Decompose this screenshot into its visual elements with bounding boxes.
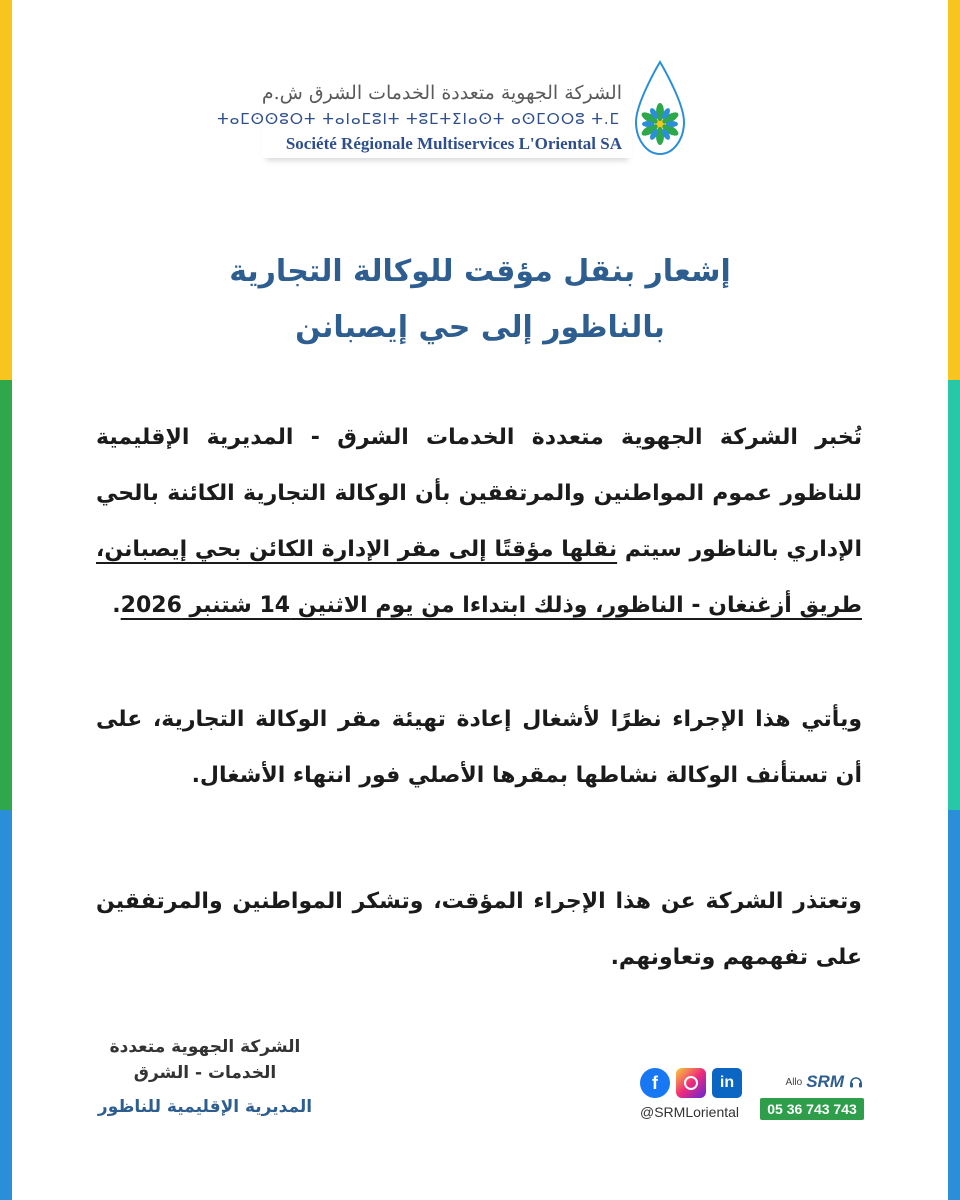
- logo-arabic-name: الشركة الجهوية متعددة الخدمات الشرق ش.م: [261, 82, 622, 104]
- paragraph-reason: ويأتي هذا الإجراء نظرًا لأشغال إعادة تهيئة مقر الوكالة التجارية، على أن تستأنف الوكالة نشاطها بمقرها الأصلي فور انتهاء الأشغال.: [96, 707, 862, 788]
- title-line-2: بالناظور إلى حي إيصبانن: [295, 310, 665, 345]
- logo-tifinagh-name: ⵜⴰⵎⵙⵙⵓⵔⵜ ⵜⴰⵏⴰⵎⵓⵏⵜ ⵜⵓⵎⵜⵉⵏⴰⵙⵜ ⴰⵙⵎⵔⵔⵓ ⵜ.ⵎ: [217, 110, 620, 128]
- signature-block: [90, 1034, 320, 1120]
- water-drop-flower-logo-icon: [630, 60, 690, 160]
- left-color-band: [0, 0, 12, 1200]
- title-line-1: إشعار بنقل مؤقت للوكالة التجارية: [229, 254, 731, 289]
- signature-line-1: الشركة الجهوية متعددة: [109, 1037, 301, 1057]
- facebook-icon[interactable]: f: [640, 1068, 670, 1098]
- social-links: [640, 1068, 750, 1120]
- right-color-band: [948, 0, 960, 1200]
- logo-french-name: Société Régionale Multiservices L'Oriental SA: [285, 134, 622, 153]
- allo-srm-hotline: [760, 1068, 864, 1120]
- relocation-details: نقلها مؤقتًا إلى مقر الإدارة الكائن بحي إيصبانن، طريق أزغنغان - الناظور، وذلك ابتداءا من يوم الاثنين 14 شتنبر 2026: [96, 537, 862, 618]
- headset-icon: [848, 1074, 864, 1090]
- paragraph-announcement: [96, 410, 862, 634]
- signature-line-2: الخدمات - الشرق: [133, 1063, 277, 1083]
- directorate-name: المديرية الإقليمية للناظور: [97, 1097, 313, 1117]
- company-logo: [217, 60, 698, 160]
- paragraph-announcement-intro: تُخبر الشركة الجهوية متعددة الخدمات الشرق - المديرية الإقليمية للناظور عموم المواطنين والمرتفقين بأن الوكالة التجارية الكائنة بالحي الإداري بالناظور سيتم: [96, 425, 862, 562]
- notice-title: [100, 244, 860, 356]
- srm-label: SRM: [806, 1072, 844, 1091]
- allo-label: Allo: [785, 1076, 803, 1088]
- instagram-icon[interactable]: [676, 1068, 706, 1098]
- hotline-phone-number[interactable]: 05 36 743 743: [760, 1098, 864, 1120]
- paragraph-apology: وتعتذر الشركة عن هذا الإجراء المؤقت، وتشكر المواطنين والمرتفقين على تفهمهم وتعاونهم.: [96, 889, 862, 970]
- linkedin-icon[interactable]: in: [712, 1068, 742, 1098]
- social-handle[interactable]: @SRMLoriental: [640, 1104, 740, 1120]
- paragraph-announcement-end: .: [112, 593, 121, 618]
